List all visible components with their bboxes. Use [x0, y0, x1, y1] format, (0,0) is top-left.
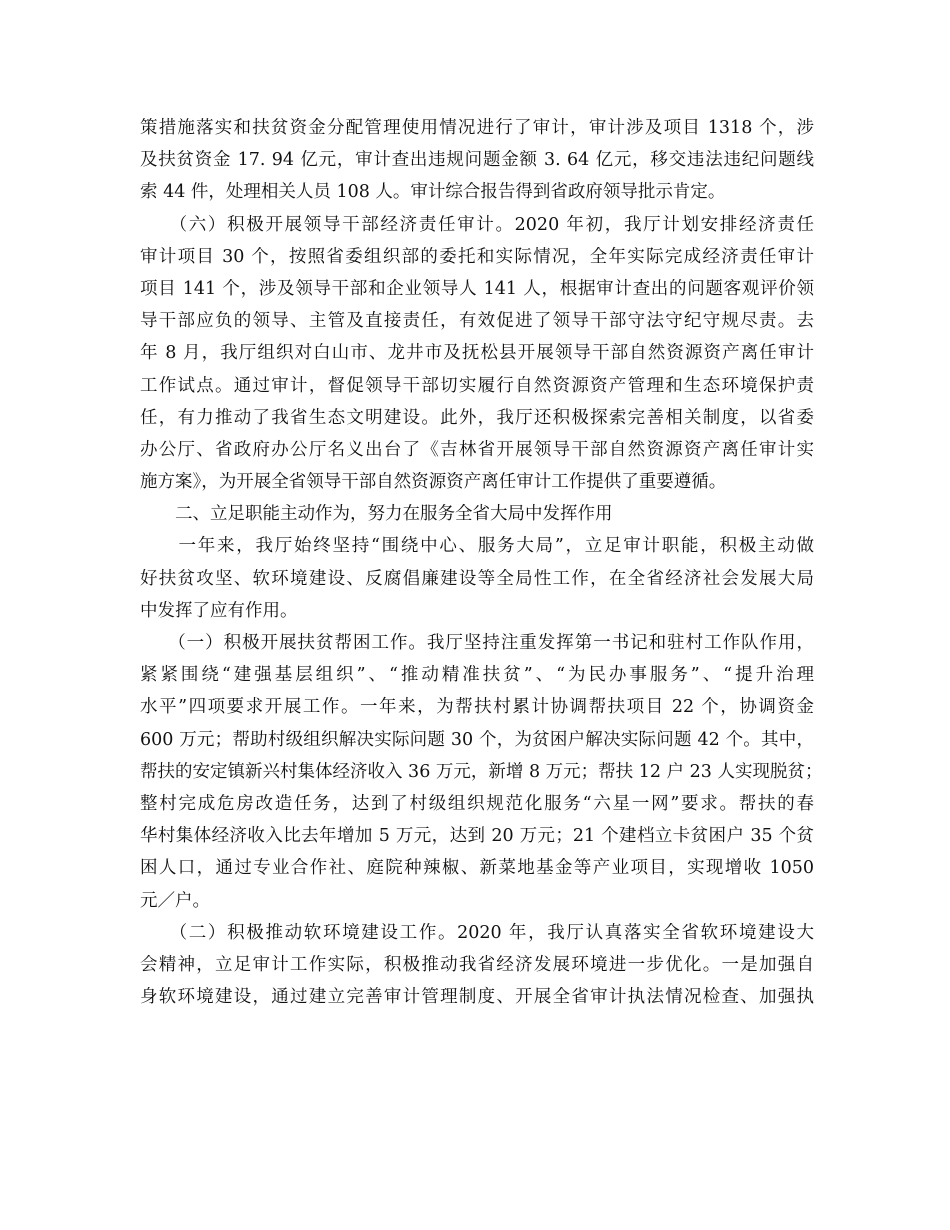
text-line: 帮扶的安定镇新兴村集体经济收入 36 万元，新增 8 万元；帮扶 12 户 23 人实现脱贫；: [140, 761, 823, 782]
section-heading: 二、立足职能主动作为，努力在服务全省大局中发挥作用: [140, 504, 613, 525]
text-line: 项目 141 个，涉及领导干部和企业领导人 141 人，根据审计查出的问题客观评价领: [140, 278, 814, 299]
text-line: 工作试点。通过审计，督促领导干部切实履行自然资源资产管理和生态环境保护责: [140, 375, 814, 396]
text-line: 办公厅、省政府办公厅名义出台了《吉林省开展领导干部自然资源资产离任审计实: [140, 439, 814, 460]
text-line: 整村完成危房改造任务，达到了村级组织规范化服务“六星一网”要求。帮扶的春: [140, 793, 814, 814]
text-line: 华村集体经济收入比去年增加 5 万元，达到 20 万元；21 个建档立卡贫困户 35 个贫: [140, 826, 814, 847]
text-line: 策措施落实和扶贫资金分配管理使用情况进行了审计，审计涉及项目 1318 个，涉: [140, 118, 814, 138]
text-line: 元／户。: [140, 890, 210, 911]
text-line: 600 万元；帮助村级组织解决实际问题 30 个，为贫困户解决实际问题 42 个。其中，: [140, 729, 814, 750]
text-line: 会精神，立足审计工作实际，积极推动我省经济发展环境进一步优化。一是加强自: [140, 954, 814, 975]
text-line: （一）积极开展扶贫帮困工作。我厅坚持注重发挥第一书记和驻村工作队作用，: [140, 633, 814, 653]
text-line: 中发挥了应有作用。: [140, 600, 298, 621]
text-line: 导干部应负的领导、主管及直接责任，有效促进了领导干部守法守纪守规尽责。去: [140, 311, 814, 332]
text-line: 好扶贫攻坚、软环境建设、反腐倡廉建设等全局性工作，在全省经济社会发展大局: [140, 568, 814, 589]
text-line: 及扶贫资金 17. 94 亿元，审计查出违规问题金额 3. 64 亿元，移交违法违纪问题线: [140, 150, 814, 171]
text-line: 审计项目 30 个，按照省委组织部的委托和实际情况，全年实际完成经济责任审计: [140, 246, 814, 267]
text-line: 年 8 月，我厅组织对白山市、龙井市及抚松县开展领导干部自然资源资产离任审计: [140, 343, 814, 364]
text-line: 身软环境建设，通过建立完善审计管理制度、开展全省审计执法情况检查、加强执: [140, 987, 814, 1008]
text-line: 困人口，通过专业合作社、庭院种辣椒、新菜地基金等产业项目，实现增收 1050: [140, 858, 814, 879]
document-page: [140, 112, 823, 1013]
text-line: 施方案》，为开展全省领导干部自然资源资产离任审计工作提供了重要遵循。: [140, 472, 727, 493]
text-line: （二）积极推动软环境建设工作。2020 年，我厅认真落实全省软环境建设大: [140, 922, 814, 943]
text-line: 水平”四项要求开展工作。一年来，为帮扶村累计协调帮扶项目 22 个，协调资金: [140, 697, 814, 718]
text-line: （六）积极开展领导干部经济责任审计。2020 年初，我厅计划安排经济责任: [140, 214, 814, 235]
text-line: 任，有力推动了我省生态文明建设。此外，我厅还积极探索完善相关制度，以省委: [140, 407, 814, 428]
text-line: 紧紧围绕“建强基层组织”、“推动精准扶贫”、“为民办事服务”、“提升治理: [140, 665, 814, 686]
text-line: 索 44 件，处理相关人员 108 人。审计综合报告得到省政府领导批示肯定。: [140, 182, 726, 203]
text-line: 一年来，我厅始终坚持“围绕中心、服务大局”，立足审计职能，积极主动做: [140, 536, 814, 557]
